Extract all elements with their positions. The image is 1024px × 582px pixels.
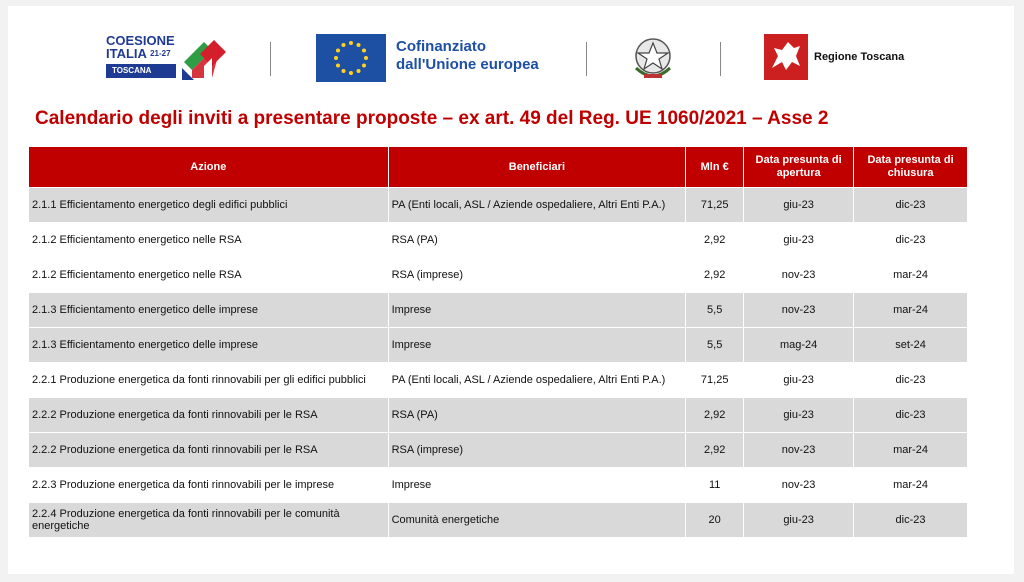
cell-apertura: mag-24 xyxy=(744,328,854,363)
table-row xyxy=(29,433,968,468)
cell-apertura: nov-23 xyxy=(744,468,854,503)
cell-beneficiari: Imprese xyxy=(388,328,686,363)
cell-azione: 2.2.4 Produzione energetica da fonti rinnovabili per le comunità energetiche xyxy=(29,503,389,538)
page-title: Calendario degli inviti a presentare proposte – ex art. 49 del Reg. UE 1060/2021 – Asse 2 xyxy=(35,108,829,129)
cell-apertura: giu-23 xyxy=(744,363,854,398)
cell-azione: 2.2.2 Produzione energetica da fonti rinnovabili per le RSA xyxy=(29,433,389,468)
table-row xyxy=(29,503,968,538)
cell-beneficiari: PA (Enti locali, ASL / Aziende ospedaliere, Altri Enti P.A.) xyxy=(388,188,686,223)
coesione-arrow-icon xyxy=(182,38,228,80)
cell-beneficiari: RSA (PA) xyxy=(388,223,686,258)
coesione-line2: ITALIA xyxy=(106,46,147,61)
header-chiusura: Data presunta di chiusura xyxy=(854,147,968,188)
cell-mln: 71,25 xyxy=(686,188,744,223)
cell-mln: 5,5 xyxy=(686,328,744,363)
cell-beneficiari: RSA (imprese) xyxy=(388,433,686,468)
cell-chiusura: set-24 xyxy=(854,328,968,363)
cell-mln: 2,92 xyxy=(686,223,744,258)
logo-separator xyxy=(586,42,587,76)
regione-toscana-flag-icon xyxy=(764,34,808,80)
cell-chiusura: dic-23 xyxy=(854,223,968,258)
table-row xyxy=(29,398,968,433)
cell-beneficiari: Comunità energetiche xyxy=(388,503,686,538)
cell-apertura: giu-23 xyxy=(744,223,854,258)
cell-azione: 2.1.3 Efficientamento energetico delle imprese xyxy=(29,328,389,363)
cell-mln: 71,25 xyxy=(686,363,744,398)
cell-mln: 2,92 xyxy=(686,433,744,468)
cell-chiusura: mar-24 xyxy=(854,468,968,503)
cell-beneficiari: PA (Enti locali, ASL / Aziende ospedaliere, Altri Enti P.A.) xyxy=(388,363,686,398)
cell-azione: 2.2.2 Produzione energetica da fonti rinnovabili per le RSA xyxy=(29,398,389,433)
table-header-row xyxy=(29,147,968,188)
eu-line2: dall'Unione europea xyxy=(396,56,539,73)
cell-chiusura: dic-23 xyxy=(854,398,968,433)
cell-chiusura: dic-23 xyxy=(854,503,968,538)
cell-azione: 2.1.3 Efficientamento energetico delle imprese xyxy=(29,293,389,328)
cell-chiusura: mar-24 xyxy=(854,258,968,293)
cell-apertura: giu-23 xyxy=(744,188,854,223)
cell-mln: 11 xyxy=(686,468,744,503)
coesione-italia-logo xyxy=(106,34,236,84)
cell-chiusura: mar-24 xyxy=(854,433,968,468)
cell-mln: 5,5 xyxy=(686,293,744,328)
slide xyxy=(8,6,1014,574)
cell-mln: 2,92 xyxy=(686,398,744,433)
logo-separator xyxy=(270,42,271,76)
cell-apertura: giu-23 xyxy=(744,503,854,538)
cell-chiusura: dic-23 xyxy=(854,188,968,223)
coesione-wordmark xyxy=(106,34,175,60)
header-mln: Mln € xyxy=(686,147,744,188)
cell-beneficiari: RSA (PA) xyxy=(388,398,686,433)
eu-flag-icon xyxy=(316,34,386,82)
logo-separator xyxy=(720,42,721,76)
coesione-years: 21-27 xyxy=(150,49,171,58)
table-row xyxy=(29,363,968,398)
table-row xyxy=(29,328,968,363)
header-apertura: Data presunta di apertura xyxy=(744,147,854,188)
cell-apertura: giu-23 xyxy=(744,398,854,433)
cell-beneficiari: Imprese xyxy=(388,468,686,503)
cell-azione: 2.2.1 Produzione energetica da fonti rinnovabili per gli edifici pubblici xyxy=(29,363,389,398)
coesione-region-box: TOSCANA xyxy=(106,64,176,78)
table-row xyxy=(29,293,968,328)
cell-azione: 2.1.1 Efficientamento energetico degli edifici pubblici xyxy=(29,188,389,223)
italian-republic-emblem-icon xyxy=(630,34,676,82)
table-row xyxy=(29,223,968,258)
cell-mln: 2,92 xyxy=(686,258,744,293)
cell-apertura: nov-23 xyxy=(744,433,854,468)
logo-bar xyxy=(8,6,1014,96)
header-beneficiari: Beneficiari xyxy=(388,147,686,188)
calendar-table xyxy=(28,146,968,538)
coesione-line1: COESIONE xyxy=(106,33,175,48)
table-row xyxy=(29,188,968,223)
cell-mln: 20 xyxy=(686,503,744,538)
eu-cofinanced-text xyxy=(396,38,539,74)
cell-apertura: nov-23 xyxy=(744,293,854,328)
cell-beneficiari: RSA (imprese) xyxy=(388,258,686,293)
cell-chiusura: dic-23 xyxy=(854,363,968,398)
cell-azione: 2.2.3 Produzione energetica da fonti rinnovabili per le imprese xyxy=(29,468,389,503)
cell-apertura: nov-23 xyxy=(744,258,854,293)
eu-line1: Cofinanziato xyxy=(396,38,486,55)
cell-azione: 2.1.2 Efficientamento energetico nelle RSA xyxy=(29,258,389,293)
table-row xyxy=(29,468,968,503)
header-azione: Azione xyxy=(29,147,389,188)
cell-chiusura: mar-24 xyxy=(854,293,968,328)
regione-toscana-label: Regione Toscana xyxy=(814,51,905,63)
cell-beneficiari: Imprese xyxy=(388,293,686,328)
cell-azione: 2.1.2 Efficientamento energetico nelle RSA xyxy=(29,223,389,258)
table-row xyxy=(29,258,968,293)
